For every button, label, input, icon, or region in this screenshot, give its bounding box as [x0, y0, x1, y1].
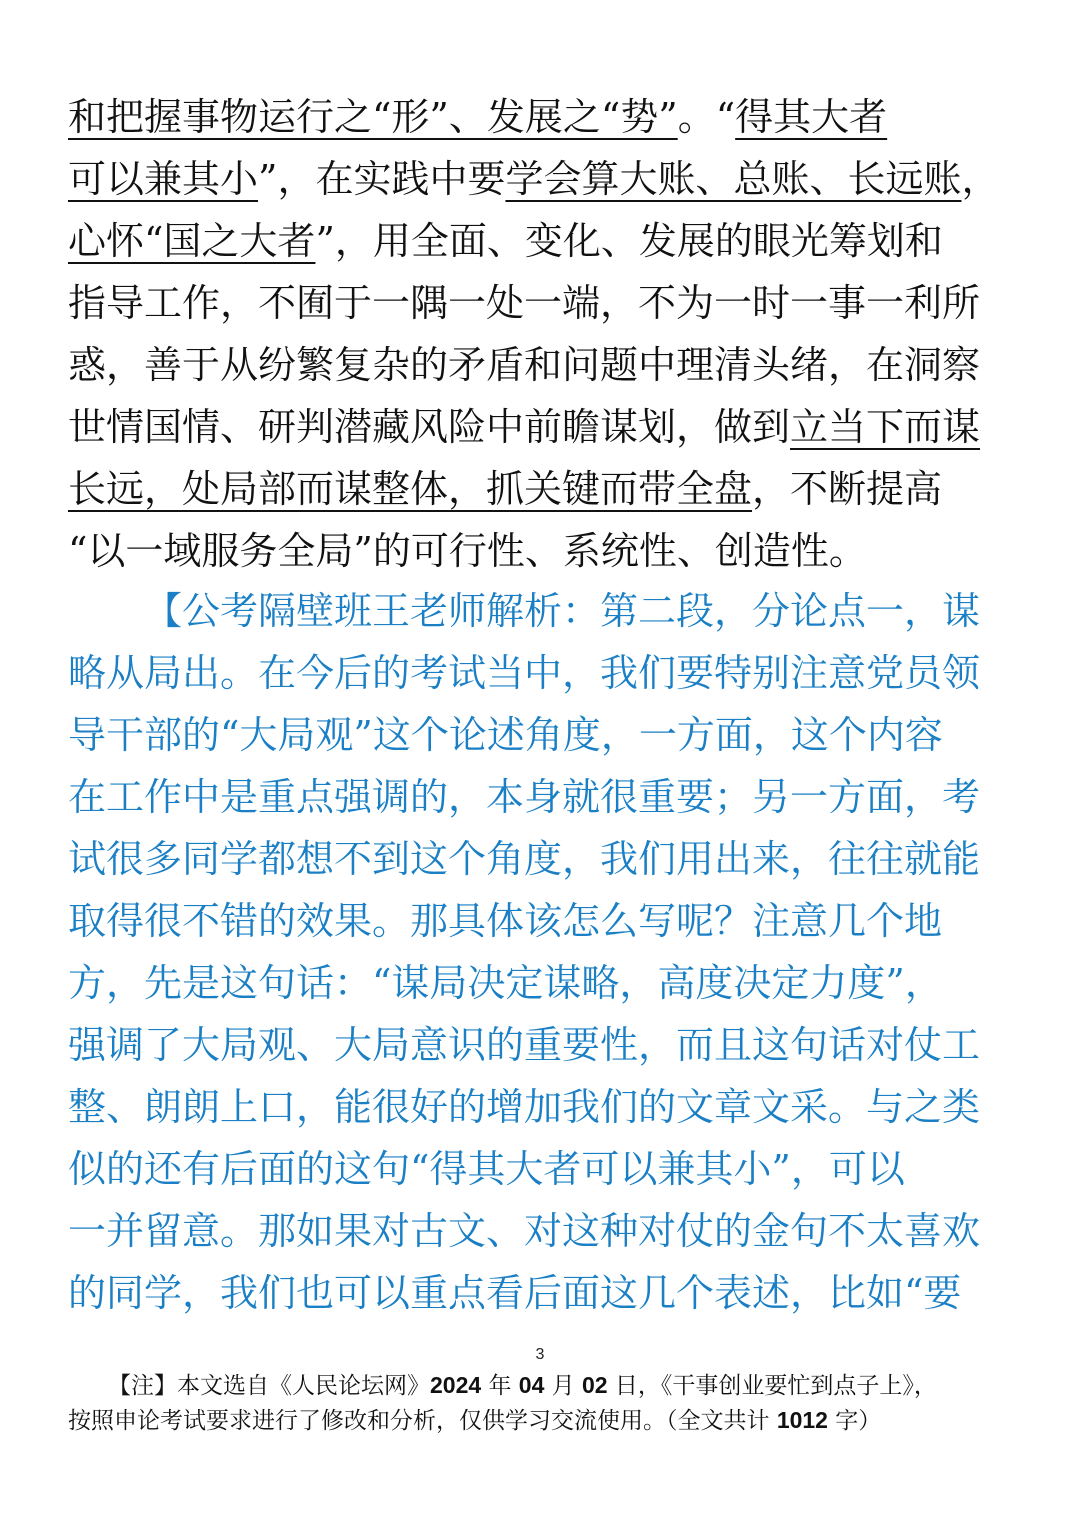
- analysis-line: 的同学，我们也可以重点看后面这几个表述，比如“要: [68, 1271, 962, 1315]
- underlined-phrase: 和把握事物运行之“形”、发展之“势”: [68, 95, 678, 139]
- main-paragraph: [68, 86, 1014, 582]
- analysis-line: 【公考隔壁班王老师解析：第二段，分论点一，谋: [144, 589, 981, 633]
- main-line: 长远，处局部而谋整体，抓关键而带全盘，不断提高: [68, 467, 943, 511]
- analysis-line: 整、朗朗上口，能很好的增加我们的文章文采。与之类: [68, 1085, 981, 1129]
- underlined-phrase: 心怀“国之大者: [68, 219, 316, 263]
- underlined-phrase: 可以兼其小: [68, 157, 259, 201]
- footnote-line-2: 按照申论考试要求进行了修改和分析，仅供学习交流使用。（全文共计 1012 字）: [68, 1407, 882, 1434]
- underlined-phrase: 学会算大账、总账、长远账: [505, 157, 962, 201]
- analysis-line: 略从局出。在今后的考试当中，我们要特别注意党员领: [68, 651, 981, 695]
- main-line: 可以兼其小”，在实践中要学会算大账、总账、长远账，: [68, 157, 1000, 201]
- analysis-line: 试很多同学都想不到这个角度，我们用出来，往往就能: [68, 837, 981, 881]
- footnote: [68, 1368, 1028, 1438]
- main-line: 惑，善于从纷繁复杂的矛盾和问题中理清头绪，在洞察: [68, 343, 981, 387]
- underlined-phrase: 立当下而谋: [790, 405, 981, 449]
- footnote-line-1: 【注】本文选自《人民论坛网》2024 年 04 月 02 日，《干事创业要忙到点子上》，: [108, 1372, 937, 1399]
- main-line: 心怀“国之大者”，用全面、变化、发展的眼光筹划和: [68, 219, 943, 263]
- analysis-line: 方，先是这句话：“谋局决定谋略，高度决定力度”，: [68, 961, 943, 1005]
- page-number: 3: [535, 1346, 545, 1363]
- analysis-line: 导干部的“大局观”这个论述角度，一方面，这个内容: [68, 713, 943, 757]
- analysis-line: 取得很不错的效果。那具体该怎么写呢？注意几个地: [68, 899, 943, 943]
- underlined-phrase: 长远，处局部而谋整体，抓关键而带全盘: [68, 467, 753, 511]
- main-line: 指导工作，不囿于一隅一处一端，不为一时一事一利所: [68, 281, 981, 325]
- main-line: “以一域服务全局”的可行性、系统性、创造性。: [68, 529, 867, 573]
- main-line: 和把握事物运行之“形”、发展之“势”。“得其大者: [68, 95, 888, 139]
- analysis-paragraph: [68, 580, 1014, 1324]
- analysis-line: 强调了大局观、大局意识的重要性，而且这句话对仗工: [68, 1023, 981, 1067]
- analysis-line: 一并留意。那如果对古文、对这种对仗的金句不太喜欢: [68, 1209, 981, 1253]
- analysis-line: 在工作中是重点强调的，本身就很重要；另一方面，考: [68, 775, 981, 819]
- underlined-phrase: 得其大者: [735, 95, 888, 139]
- analysis-line: 似的还有后面的这句“得其大者可以兼其小”，可以: [68, 1147, 905, 1191]
- main-line: 世情国情、研判潜藏风险中前瞻谋划，做到立当下而谋: [68, 405, 981, 449]
